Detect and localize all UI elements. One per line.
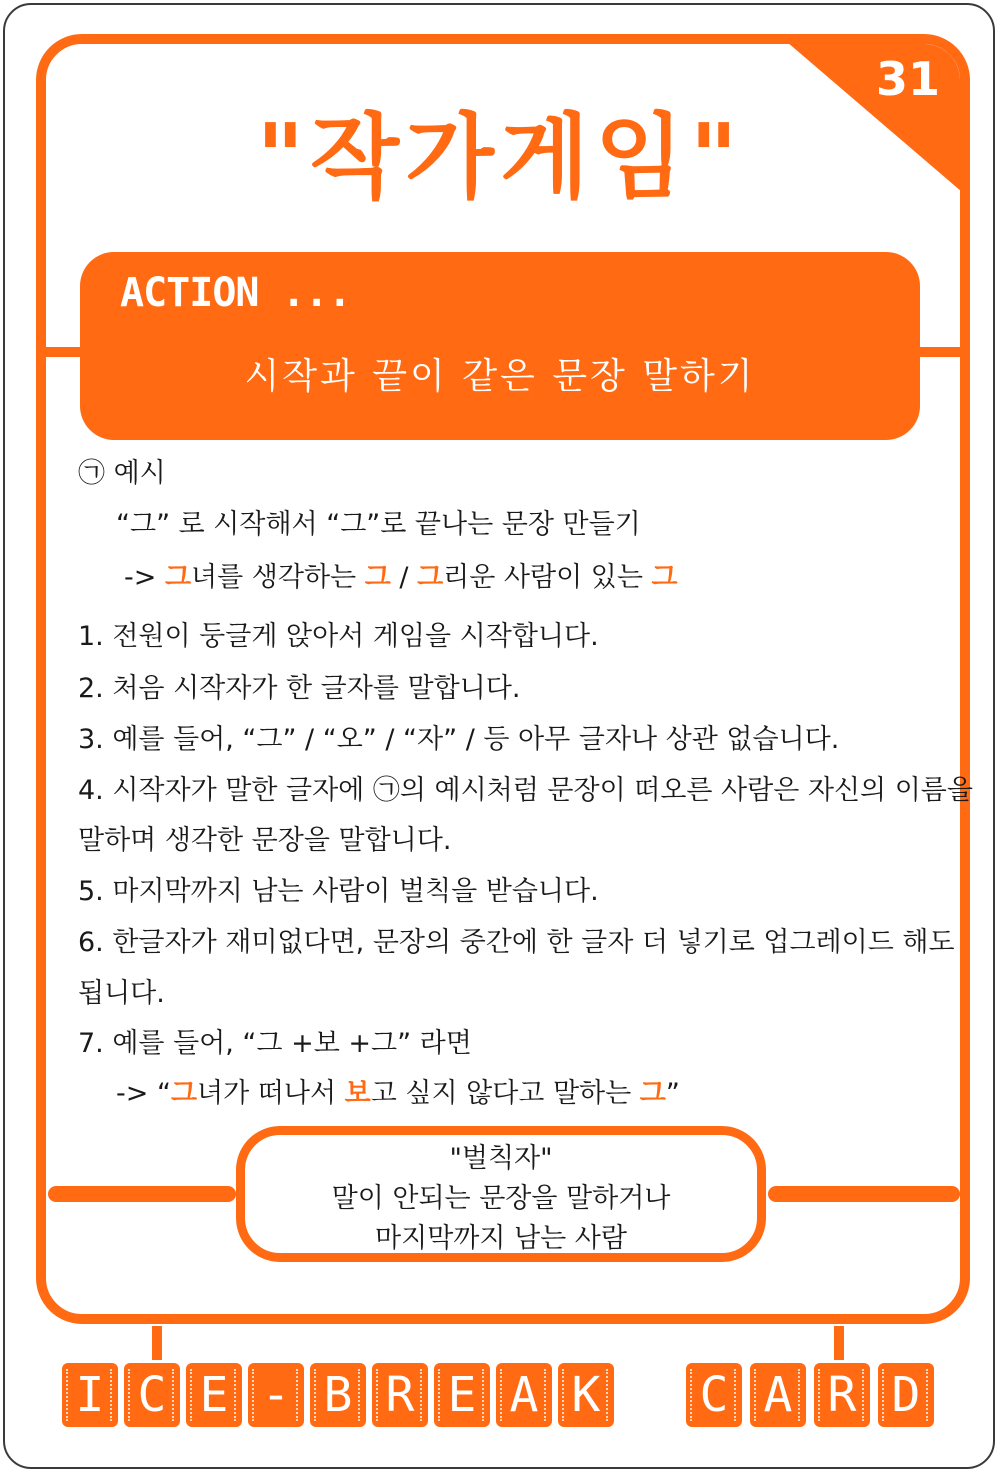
highlight-char: 그 — [164, 562, 192, 593]
footer-letter-tile — [434, 1363, 490, 1427]
highlight-char: 그 — [651, 562, 678, 593]
rule-line: 4. 시작자가 말한 글자에 ㉠의 예시처럼 문장이 떠오른 사람은 자신의 이름을 — [78, 775, 973, 806]
frame-leg-left — [152, 1326, 162, 1360]
card-number: 31 — [875, 52, 940, 106]
action-text: 시작과 끝이 같은 문장 말하기 — [244, 356, 756, 397]
footer-letter-tile — [558, 1363, 614, 1427]
rule-line: 3. 예를 들어, “그” / “오” / “자” / 등 아무 글자나 상관 없습니다. — [78, 724, 840, 755]
action-panel — [80, 252, 920, 440]
penalty-connector-left — [48, 1186, 236, 1202]
footer-letter: D — [891, 1367, 921, 1423]
example-text: 리운 사람이 있는 — [443, 562, 652, 593]
footer-letter: - — [261, 1367, 291, 1423]
highlight-char: 그 — [417, 562, 444, 593]
footer-letter: E — [199, 1367, 229, 1423]
footer-letter: E — [447, 1367, 477, 1423]
example-sentence — [124, 558, 678, 598]
footer-letter: K — [571, 1367, 601, 1423]
footer-letter: R — [385, 1367, 415, 1423]
penalty-title: "벌칙자" — [449, 1143, 553, 1174]
example2-text: 녀가 떠나서 — [197, 1078, 345, 1109]
rule-line: 7. 예를 들어, “그 +보 +그” 라면 — [78, 1028, 472, 1059]
rule-line: 말하며 생각한 문장을 말합니다. — [78, 825, 452, 856]
example-heading: ㉠ 예시 — [78, 458, 166, 489]
footer-letter-tile — [496, 1363, 552, 1427]
penalty-line: 마지막까지 남는 사람 — [375, 1223, 627, 1254]
footer-letter: C — [699, 1367, 729, 1423]
footer-letter: C — [137, 1367, 167, 1423]
penalty-connector-right — [768, 1186, 960, 1202]
card-title: "작가게임" — [256, 104, 744, 211]
example2-sentence — [116, 1074, 680, 1114]
rule-line: 2. 처음 시작자가 한 글자를 말합니다. — [78, 673, 521, 704]
footer-letter: A — [509, 1367, 539, 1423]
example2-text: -> “ — [116, 1078, 171, 1109]
footer-letter-tile — [878, 1363, 934, 1427]
example-line: “그” 로 시작해서 “그”로 끝나는 문장 만들기 — [116, 509, 641, 540]
action-label: ACTION ... — [120, 270, 351, 316]
footer-letter-tile — [186, 1363, 242, 1427]
highlight-char: 보 — [344, 1078, 371, 1109]
footer-letter: R — [827, 1367, 857, 1423]
footer-letter-tile — [814, 1363, 870, 1427]
footer-letter: A — [763, 1367, 793, 1423]
rule-line: 1. 전원이 둥글게 앉아서 게임을 시작합니다. — [78, 621, 599, 652]
penalty-line: 말이 안되는 문장을 말하거나 — [331, 1183, 671, 1214]
footer-card — [686, 1363, 936, 1427]
highlight-char: 그 — [364, 562, 391, 593]
footer-letter-tile — [124, 1363, 180, 1427]
rule-line: 됩니다. — [78, 978, 165, 1009]
footer-letter-tile — [248, 1363, 304, 1427]
highlight-char: 그 — [170, 1078, 198, 1109]
footer-letter-tile — [62, 1363, 118, 1427]
footer-letter-tile — [310, 1363, 366, 1427]
footer-letter-tile — [750, 1363, 806, 1427]
highlight-char: 그 — [639, 1078, 666, 1109]
frame-leg-right — [834, 1326, 844, 1360]
footer-letter-tile — [686, 1363, 742, 1427]
footer-ice-break — [62, 1363, 618, 1427]
rule-line: 5. 마지막까지 남는 사람이 벌칙을 받습니다. — [78, 876, 599, 907]
example-text: / — [390, 562, 418, 593]
example2-text: ” — [665, 1078, 680, 1109]
example-text: 녀를 생각하는 — [191, 562, 365, 593]
example-arrow: -> — [124, 562, 165, 593]
footer-letter-tile — [372, 1363, 428, 1427]
example2-text: 고 싶지 않다고 말하는 — [370, 1078, 640, 1109]
footer-letter: B — [323, 1367, 353, 1423]
footer-letter: I — [75, 1367, 105, 1423]
rule-line: 6. 한글자가 재미없다면, 문장의 중간에 한 글자 더 넣기로 업그레이드 해도 — [78, 927, 955, 958]
penalty-box — [236, 1126, 766, 1262]
